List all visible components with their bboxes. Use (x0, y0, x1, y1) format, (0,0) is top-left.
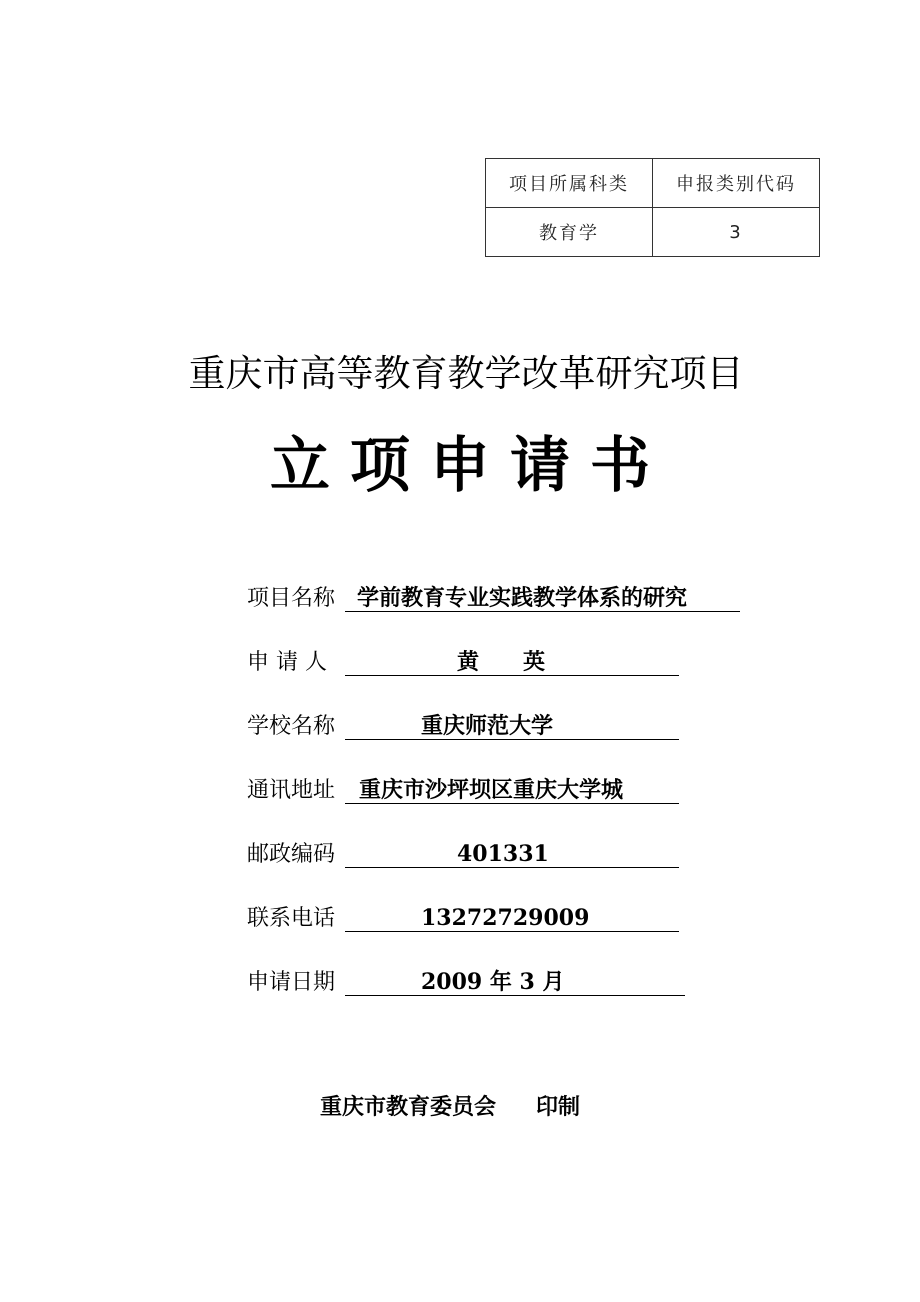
field-value: 学前教育专业实践教学体系的研究 (345, 584, 740, 612)
header-subject-category: 项目所属科类 (486, 159, 653, 208)
field-label: 项目名称 (247, 586, 336, 611)
field-value: 13272729009 (345, 904, 679, 932)
header-category-code: 申报类别代码 (653, 159, 820, 208)
field-applicant (247, 646, 679, 676)
document-title-text: 重庆市高等教育教学改革研究项目 (188, 352, 744, 395)
field-label: 邮政编码 (247, 842, 336, 867)
footer (320, 1090, 580, 1121)
table-row (486, 208, 820, 257)
field-postal-code (247, 838, 679, 868)
field-address (247, 774, 679, 804)
field-label: 通讯地址 (247, 778, 336, 803)
category-code-value: 3 (653, 208, 820, 257)
field-phone (247, 902, 679, 932)
field-label: 学校名称 (247, 714, 336, 739)
footer-issuer: 重庆市教育委员会 (320, 1094, 497, 1120)
document-title (0, 343, 920, 397)
field-value: 401331 (345, 840, 679, 868)
field-value: 2009 年 3 月 (345, 968, 685, 996)
field-label: 联系电话 (247, 906, 336, 931)
document-subtitle: 立项申请书 (270, 431, 670, 501)
table-header-row (486, 159, 820, 208)
field-value: 重庆师范大学 (345, 712, 679, 740)
footer-action: 印制 (536, 1094, 581, 1120)
field-value: 黄 英 (345, 648, 679, 676)
field-label: 申请日期 (247, 970, 336, 995)
field-label: 申 请 人 (247, 650, 327, 675)
field-application-date (247, 966, 685, 996)
field-value: 重庆市沙坪坝区重庆大学城 (345, 776, 679, 804)
field-project-name (247, 582, 740, 612)
category-table (485, 158, 820, 257)
subject-category-value: 教育学 (486, 208, 653, 257)
field-school-name (247, 710, 679, 740)
